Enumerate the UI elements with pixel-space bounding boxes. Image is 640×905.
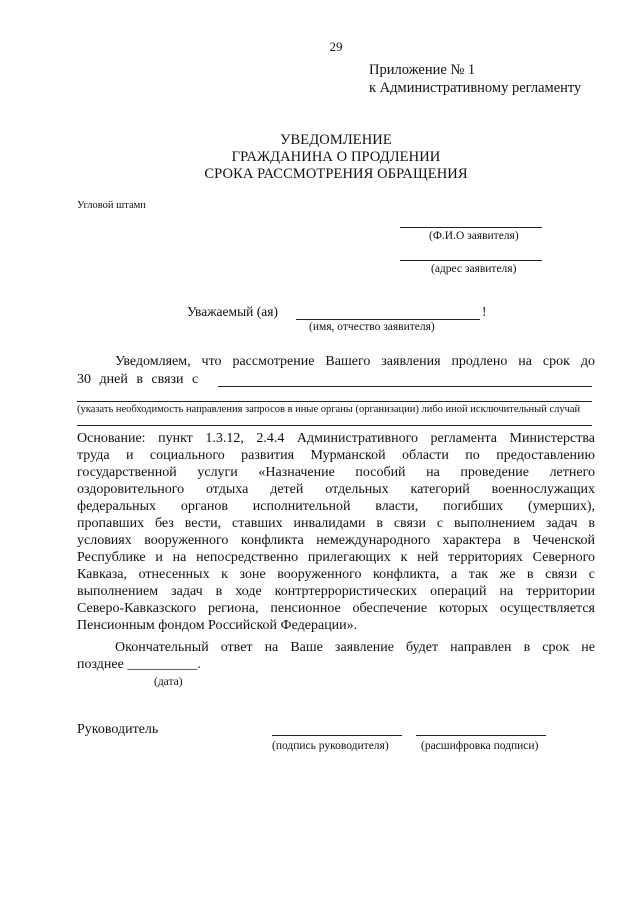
greeting-text: Уважаемый (ая) xyxy=(187,304,278,319)
title-line-1: УВЕДОМЛЕНИЕ xyxy=(280,132,392,148)
basis-line: государственной услуги «Назначение пособий на проведение летнего xyxy=(77,465,595,480)
signature-label: Руководитель xyxy=(77,722,159,737)
notice-reason-line xyxy=(218,386,592,387)
notice-note: (указать необходимость направления запросов в иные органы (организации) либо иной исключительный случай xyxy=(77,404,581,415)
greeting-caption: (имя, отчество заявителя) xyxy=(309,321,435,333)
basis-line: выполнением задач в ходе контртеррористических операций на территории xyxy=(77,584,595,599)
greeting-name-line xyxy=(296,319,480,320)
notice-divider xyxy=(77,425,592,426)
basis-line: пропавших без вести, ставших инвалидами в связи с выполнением задач в xyxy=(77,516,595,531)
basis-line: труда и социального развития Мурманской области по предоставлению xyxy=(77,448,595,463)
applicant-address-line xyxy=(400,260,542,261)
page-number: 29 xyxy=(329,39,343,54)
applicant-fio-caption: (Ф.И.О заявителя) xyxy=(429,230,519,242)
signature-caption: (подпись руководителя) xyxy=(272,740,389,752)
notice-reason-line-2 xyxy=(77,401,592,402)
notice-line-2-prefix: 30 дней в связи с xyxy=(77,372,199,387)
signature-decode-caption: (расшифровка подписи) xyxy=(421,740,539,752)
basis-line: Северо-Кавказского региона, пенсионное обеспечение которых осуществляется xyxy=(77,601,595,616)
basis-line: оздоровительного отдыха детей отдельных категорий военнослужащих xyxy=(77,482,595,497)
applicant-fio-line xyxy=(400,227,542,228)
signature-decode-line xyxy=(416,735,546,736)
final-answer-line-1: Окончательный ответ на Ваше заявление будет направлен в срок не xyxy=(115,640,595,655)
signature-line xyxy=(272,735,402,736)
greeting-exclamation: ! xyxy=(482,304,487,319)
basis-line: Основание: пункт 1.3.12, 2.4.4 Административного регламента Министерства xyxy=(77,431,595,446)
title-line-3: СРОКА РАССМОТРЕНИЯ ОБРАЩЕНИЯ xyxy=(204,166,468,182)
notice-line-1: Уведомляем, что рассмотрение Вашего заявления продлено на срок до xyxy=(115,354,595,369)
final-answer-line-2: позднее __________. xyxy=(77,657,201,672)
basis-line: Республике и на непосредственно прилегающих к ней территориях Северного xyxy=(77,550,595,565)
date-caption: (дата) xyxy=(154,676,183,688)
title-line-2: ГРАЖДАНИНА О ПРОДЛЕНИИ xyxy=(231,149,441,165)
basis-line: Кавказа, отнесенных к зоне вооруженного конфликта, а так же в связи с xyxy=(77,567,595,582)
applicant-address-caption: (адрес заявителя) xyxy=(431,263,517,275)
basis-line: Пенсионным фондом Российской Федерации». xyxy=(77,618,358,633)
basis-line: федеральных органов исполнительной власти, погибших (умерших), xyxy=(77,499,595,514)
appendix-line-1: Приложение № 1 xyxy=(369,62,476,78)
corner-stamp-label: Угловой штамп xyxy=(77,200,146,211)
basis-line: условиях вооруженного конфликта немеждународного характера в Чеченской xyxy=(77,533,595,548)
appendix-line-2: к Административному регламенту xyxy=(369,80,582,96)
